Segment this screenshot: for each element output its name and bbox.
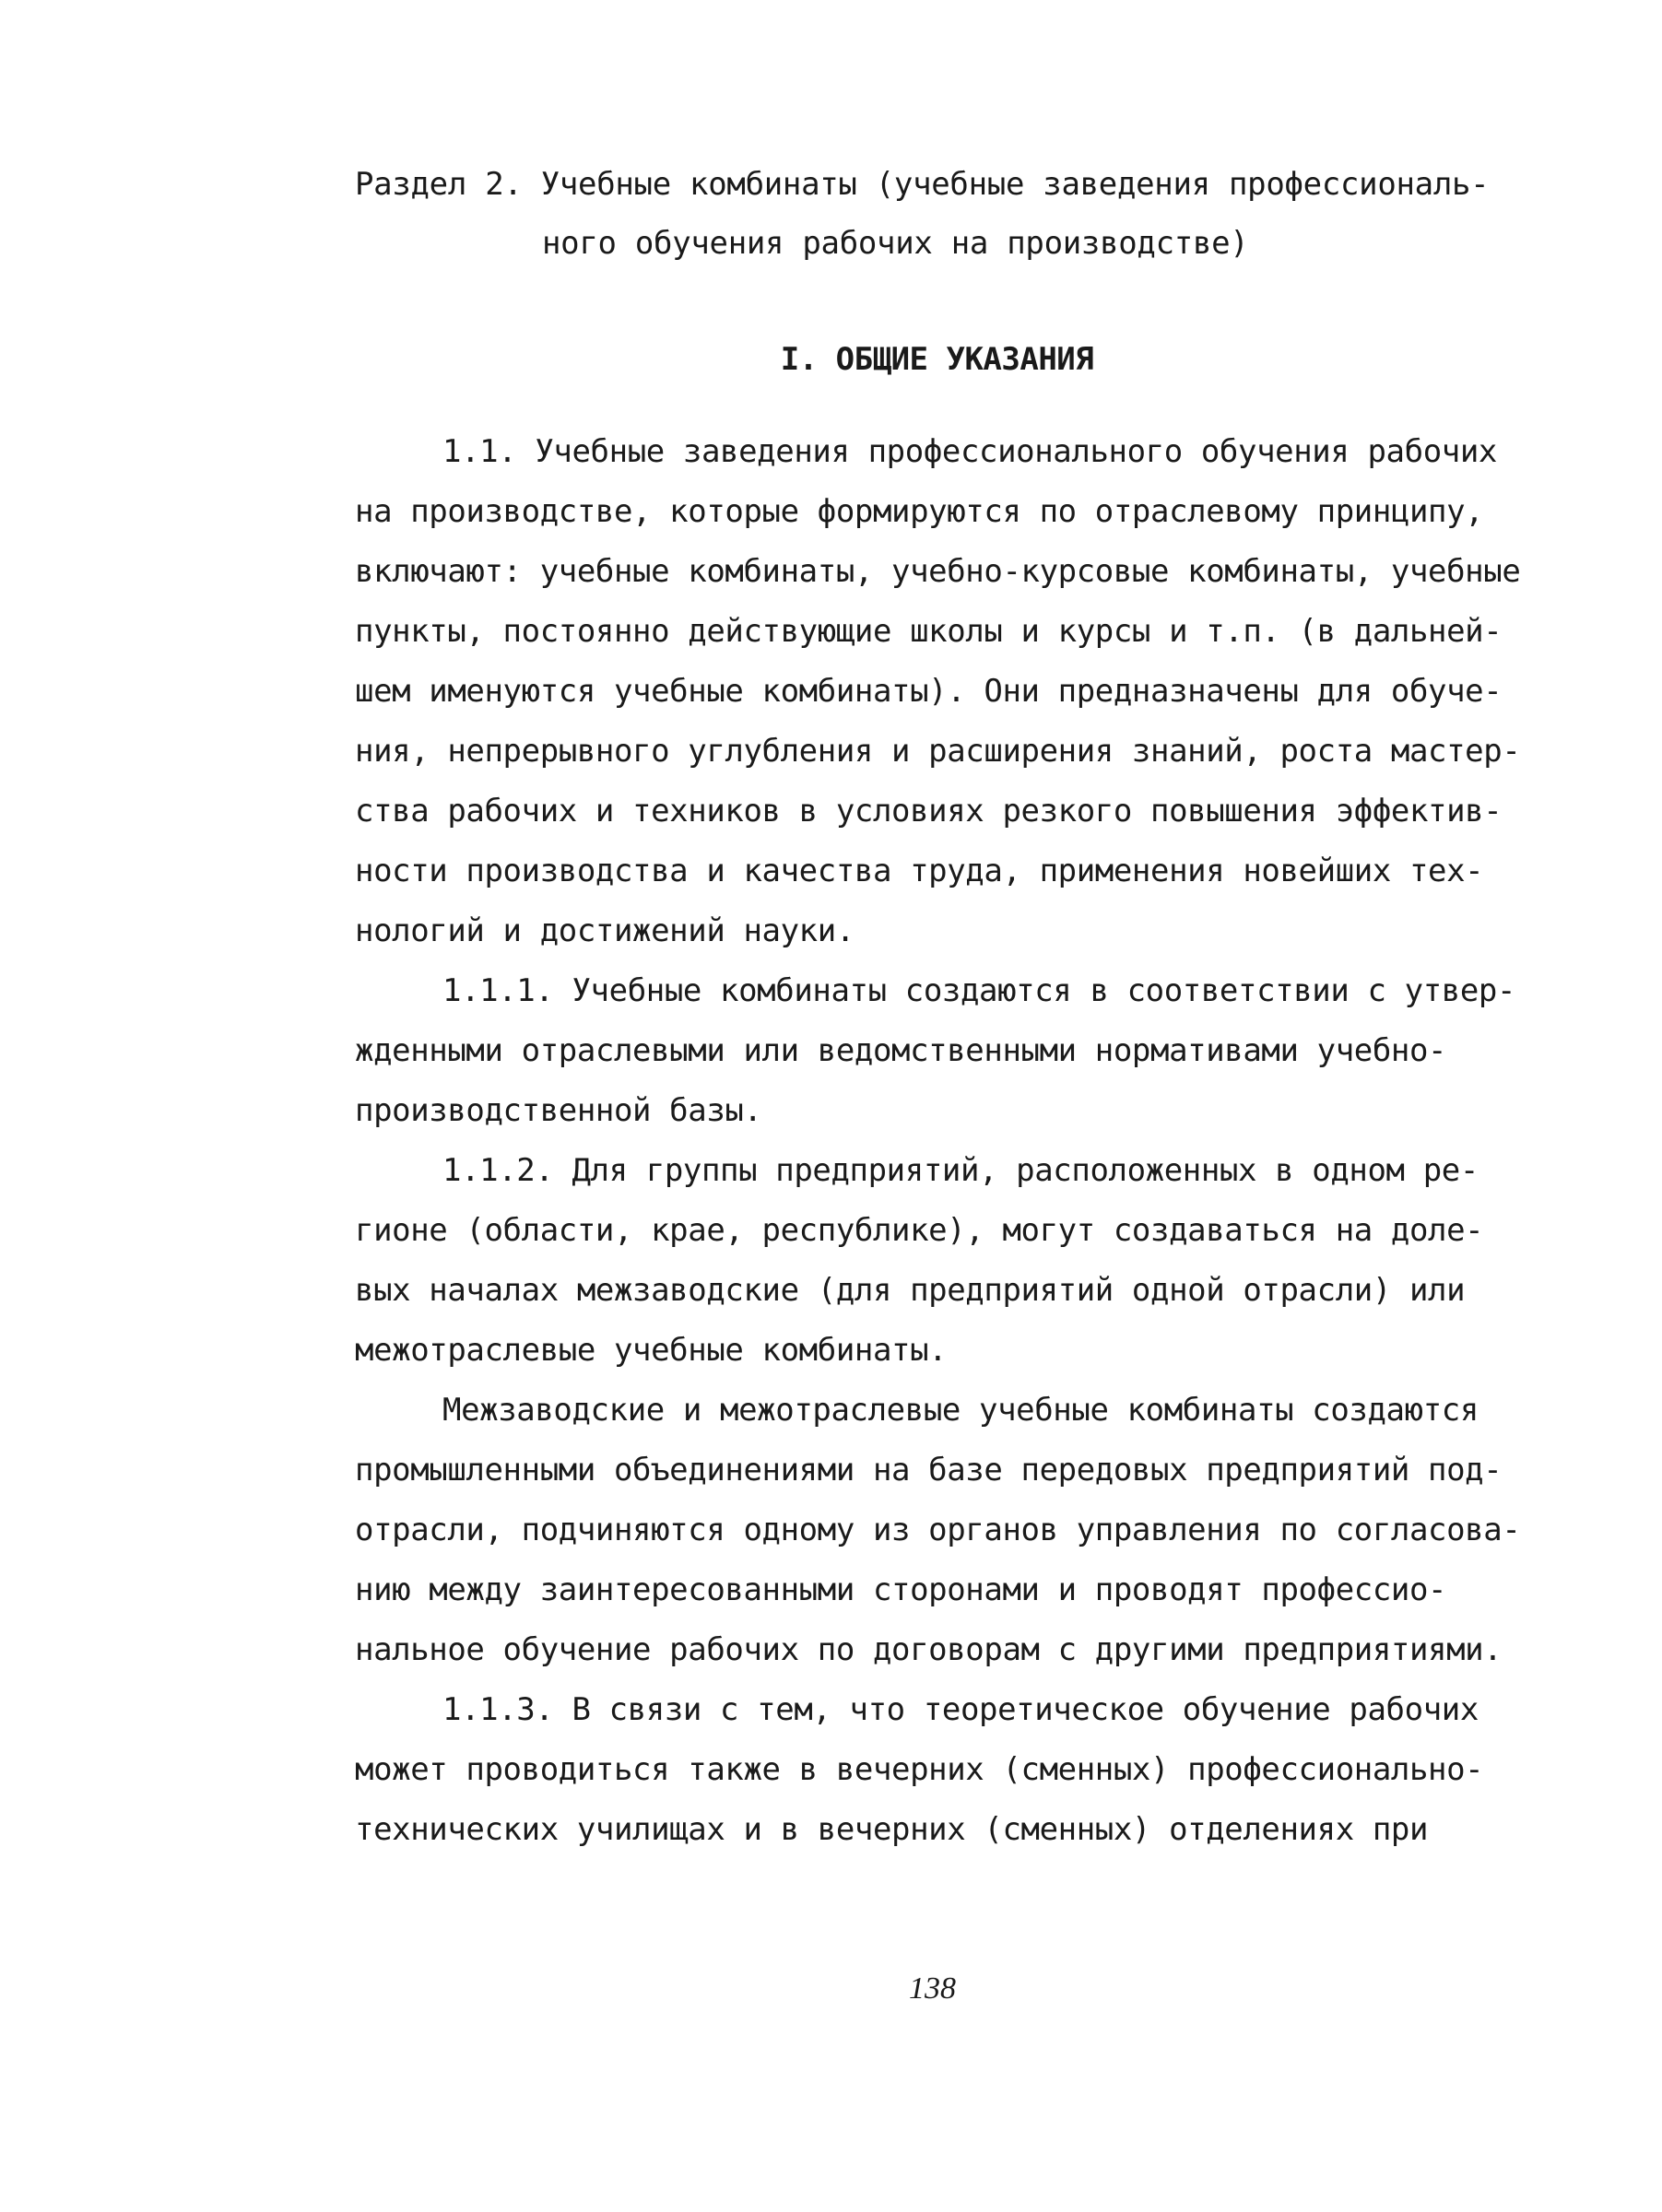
paragraph-interfactory xyxy=(355,1381,1521,1680)
paragraph-1-1-1 xyxy=(355,961,1521,1141)
chapter-title: I. ОБЩИЕ УКАЗАНИЯ xyxy=(780,341,1094,378)
paragraph-1-1 xyxy=(355,422,1521,961)
text-line: нальное обучение рабочих по договорам с другими предприятиями. xyxy=(355,1631,1503,1668)
text-line: может проводиться также в вечерних (сменных) профессионально- xyxy=(355,1751,1484,1788)
text-line: межотраслевые учебные комбинаты. xyxy=(355,1332,948,1369)
text-line: 1.1.3. В связи с тем, что теоретическое обучение рабочих xyxy=(442,1691,1479,1728)
text-line: ния, непрерывного углубления и расширения знаний, роста мастер- xyxy=(355,733,1521,770)
section-heading-line-2: ного обучения рабочих на производстве) xyxy=(542,225,1249,262)
text-line: отрасли, подчиняются одному из органов управления по согласова- xyxy=(355,1512,1521,1548)
paragraph-1-1-2 xyxy=(355,1141,1521,1381)
text-line: технических училищах и в вечерних (сменных) отделениях при xyxy=(355,1811,1429,1848)
text-line: пункты, постоянно действующие школы и курсы и т.п. (в дальней- xyxy=(355,613,1503,650)
text-line: гионе (области, крае, республике), могут создаваться на доле- xyxy=(355,1212,1484,1249)
text-line: вых началах межзаводские (для предприятий одной отрасли) или xyxy=(355,1272,1466,1309)
text-line: 1.1. Учебные заведения профессионального обучения рабочих xyxy=(442,433,1497,470)
text-line: промышленными объединениями на базе передовых предприятий под- xyxy=(355,1452,1503,1488)
text-line: ности производства и качества труда, применения новейших тех- xyxy=(355,853,1484,889)
text-line: на производстве, которые формируются по отраслевому принципу, xyxy=(355,493,1484,530)
text-line: шем именуются учебные комбинаты). Они предназначены для обуче- xyxy=(355,673,1503,710)
section-heading xyxy=(355,155,1553,273)
text-line: нию между заинтересованными сторонами и проводят профессио- xyxy=(355,1571,1447,1608)
text-line: Межзаводские и межотраслевые учебные комбинаты создаются xyxy=(442,1392,1479,1429)
text-line: нологий и достижений науки. xyxy=(355,912,855,949)
text-line: производственной базы. xyxy=(355,1092,762,1129)
text-line: ства рабочих и техников в условиях резкого повышения эффектив- xyxy=(355,793,1503,830)
page-number: 138 xyxy=(909,1971,956,2006)
body-text xyxy=(355,422,1521,1860)
paragraph-1-1-3 xyxy=(355,1680,1521,1860)
section-heading-line-1: Раздел 2. Учебные комбинаты (учебные заведения профессиональ- xyxy=(355,166,1490,203)
text-line: 1.1.1. Учебные комбинаты создаются в соответствии с утвер- xyxy=(442,972,1516,1009)
text-line: жденными отраслевыми или ведомственными нормативами учебно- xyxy=(355,1032,1447,1069)
text-line: включают: учебные комбинаты, учебно-курсовые комбинаты, учебные xyxy=(355,553,1521,590)
text-line: 1.1.2. Для группы предприятий, расположенных в одном ре- xyxy=(442,1152,1479,1189)
